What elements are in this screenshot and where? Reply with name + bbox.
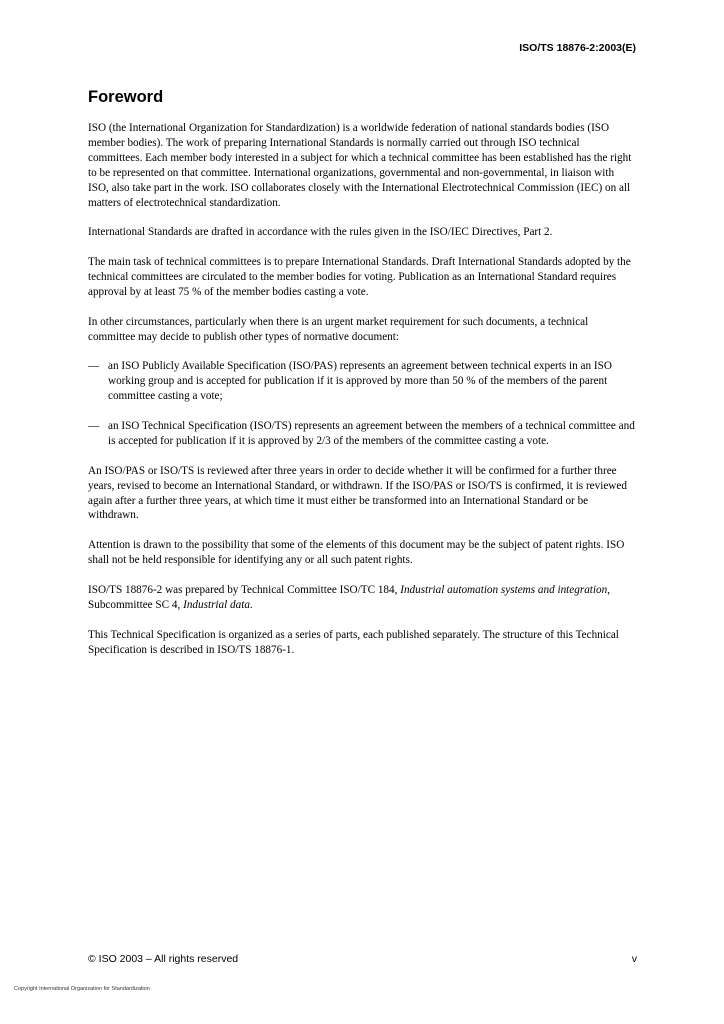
- copyright-notice: Copyright International Organization for Standardization: [14, 986, 150, 992]
- foreword-body: [88, 121, 635, 672]
- list-item-text: an ISO Publicly Available Specification (ISO/PAS) represents an agreement between technical experts in an ISO working group and is accepted for publication if it is approved by more than 50 % of the members of the parent committee casting a vote;: [108, 360, 612, 403]
- paragraph-iso-intro: ISO (the International Organization for Standardization) is a worldwide federation of national standards bodies (ISO member bodies). The work of preparing International Standards is normally carried out through ISO technical committees. Each member body interested in a subject for which a technical committee has been established has the right to be represented on that committee. International organizations, governmental and non-governmental, in liaison with ISO, also take part in the work. ISO collaborates closely with the International Electrotechnical Commission (IEC) on all matters of electrotechnical standardization.: [88, 122, 632, 209]
- subcommittee-name: Industrial data: [183, 598, 250, 611]
- paragraph-structure: This Technical Specification is organized as a series of parts, each published separately. The structure of this Technical Specification is described in ISO/TS 18876-1.: [88, 628, 619, 656]
- list-item: [88, 419, 635, 449]
- list-dash: —: [88, 420, 100, 433]
- page-number: v: [631, 953, 637, 965]
- committee-name: Industrial automation systems and integration: [400, 583, 608, 596]
- list-item: [88, 359, 635, 404]
- paragraph-directives: International Standards are drafted in accordance with the rules given in the ISO/IEC Directives, Part 2.: [88, 226, 553, 239]
- prepared-by-text: ISO/TS 18876-2 was prepared by Technical Committee ISO/TC 184,: [88, 583, 401, 596]
- footer-copyright: © ISO 2003 – All rights reserved: [88, 953, 239, 965]
- subcommittee-prefix: , Subcommittee SC 4,: [88, 583, 610, 611]
- document-id: ISO/TS 18876-2:2003(E): [519, 42, 636, 54]
- period: .: [249, 598, 253, 611]
- page-title: Foreword: [88, 88, 164, 106]
- list-item-text: an ISO Technical Specification (ISO/TS) represents an agreement between the members of a technical committee and is accepted for publication if it is approved by 2/3 of the members of the committee casting a vote.: [108, 420, 635, 447]
- paragraph-review: An ISO/PAS or ISO/TS is reviewed after three years in order to decide whether it will be confirmed for a further three years, revised to become an International Standard, or withdrawn. If the ISO/PAS or ISO/TS is confirmed, it is reviewed again after a further three years, at which time it must either be transformed into an International Standard or be withdrawn.: [88, 464, 627, 522]
- list-dash: —: [88, 360, 100, 373]
- paragraph-other-circumstances: In other circumstances, particularly when there is an urgent market requirement for such documents, a technical committee may decide to publish other types of normative document:: [88, 315, 589, 343]
- paragraph-main-task: The main task of technical committees is to prepare International Standards. Draft International Standards adopted by the technical committees are circulated to the member bodies for voting. Publication as an International Standard requires approval by at least 75 % of the member bodies casting a vote.: [88, 256, 631, 298]
- paragraph-prepared-by: [88, 583, 635, 613]
- paragraph-patent: Attention is drawn to the possibility that some of the elements of this document may be the subject of patent rights. ISO shall not be held responsible for identifying any or all such patent rights.: [88, 539, 625, 567]
